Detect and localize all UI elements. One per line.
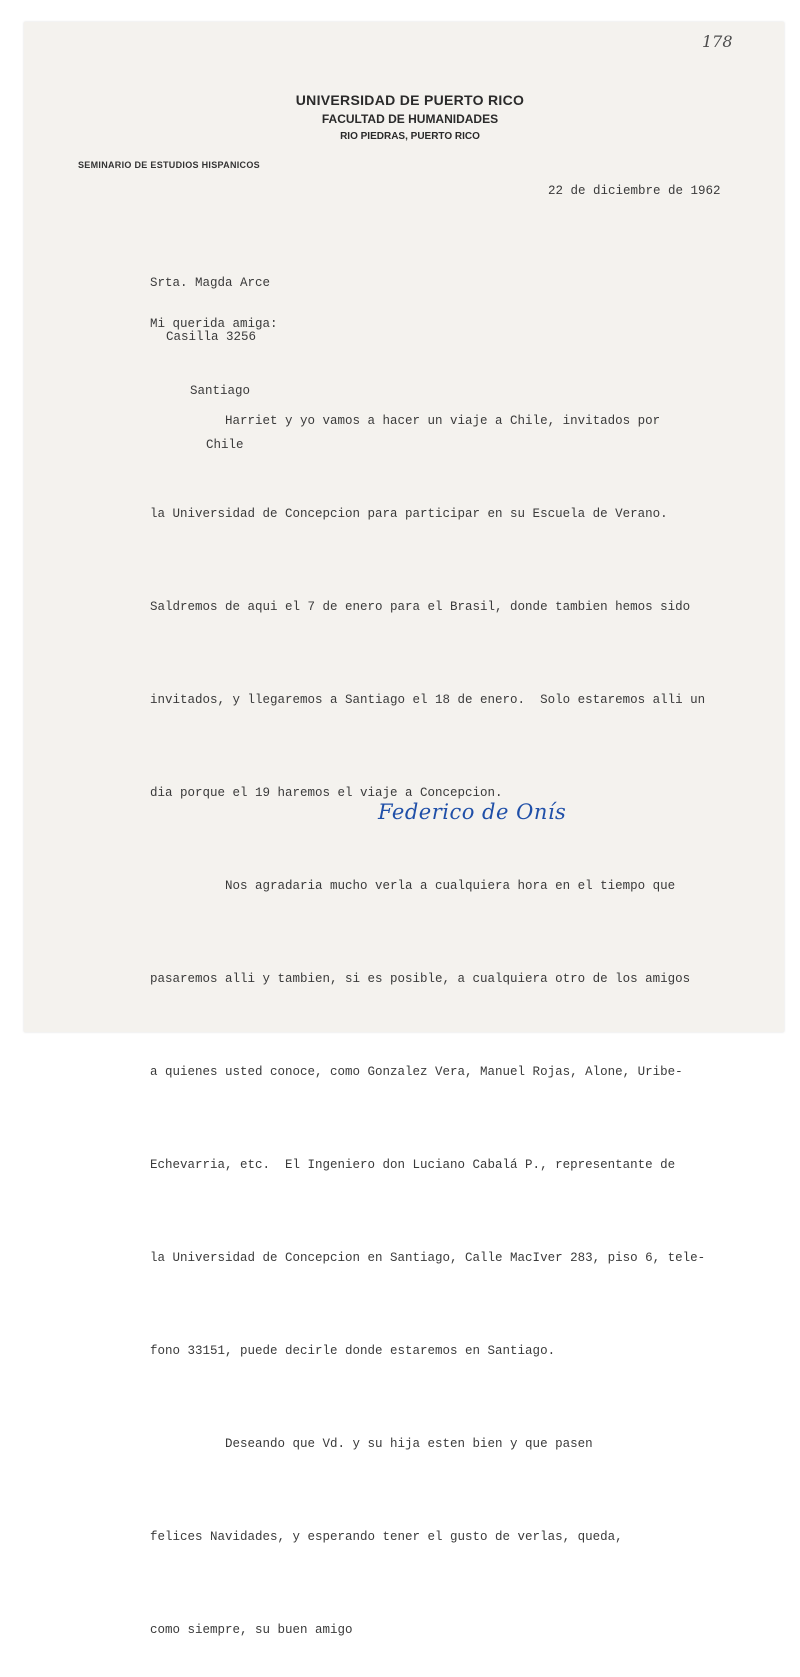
body-line: felices Navidades, y esperando tener el gusto de verlas, queda, bbox=[150, 1530, 623, 1544]
body-line: fono 33151, puede decirle donde estaremos en Santiago. bbox=[150, 1344, 556, 1358]
body-line: Nos agradaria mucho verla a cualquiera hora en el tiempo que bbox=[150, 879, 676, 893]
body-line: dia porque el 19 haremos el viaje a Concepcion. bbox=[150, 786, 503, 800]
recipient-country: Chile bbox=[206, 438, 244, 452]
body-line: Harriet y yo vamos a hacer un viaje a Chile, invitados por bbox=[150, 414, 661, 428]
body-line: la Universidad de Concepcion para participar en su Escuela de Verano. bbox=[150, 507, 668, 521]
letterhead-city: RIO PIEDRAS, PUERTO RICO bbox=[340, 131, 480, 142]
body-line: Deseando que Vd. y su hija esten bien y que pasen bbox=[150, 1437, 593, 1451]
letterhead bbox=[260, 90, 560, 146]
letter-date: 22 de diciembre de 1962 bbox=[548, 184, 721, 198]
body-line: la Universidad de Concepcion en Santiago, Calle MacIver 283, piso 6, tele- bbox=[150, 1251, 706, 1265]
department-label: SEMINARIO DE ESTUDIOS HISPANICOS bbox=[78, 160, 260, 170]
letterhead-faculty: FACULTAD DE HUMANIDADES bbox=[321, 112, 499, 126]
body-line: como siempre, su buen amigo bbox=[150, 1623, 353, 1637]
handwritten-signature: Federico de Onís bbox=[378, 800, 567, 824]
archive-number: 178 bbox=[702, 32, 733, 51]
letter-body bbox=[150, 344, 705, 1677]
body-line: pasaremos alli y tambien, si es posible, a cualquiera otro de los amigos bbox=[150, 972, 691, 986]
recipient-city: Santiago bbox=[190, 384, 251, 398]
body-line: Saldremos de aqui el 7 de enero para el Brasil, donde tambien hemos sido bbox=[150, 600, 691, 614]
recipient-name: Srta. Magda Arce bbox=[150, 276, 271, 290]
body-line: invitados, y llegaremos a Santiago el 18 de enero. Solo estaremos alli un bbox=[150, 693, 706, 707]
body-line: Echevarria, etc. El Ingeniero don Luciano Cabalá P., representante de bbox=[150, 1158, 676, 1172]
body-line: a quienes usted conoce, como Gonzalez Vera, Manuel Rojas, Alone, Uribe- bbox=[150, 1065, 683, 1079]
letterhead-university: UNIVERSIDAD DE PUERTO RICO bbox=[295, 92, 525, 108]
salutation: Mi querida amiga: bbox=[150, 317, 278, 331]
recipient-box: Casilla 3256 bbox=[166, 330, 257, 344]
